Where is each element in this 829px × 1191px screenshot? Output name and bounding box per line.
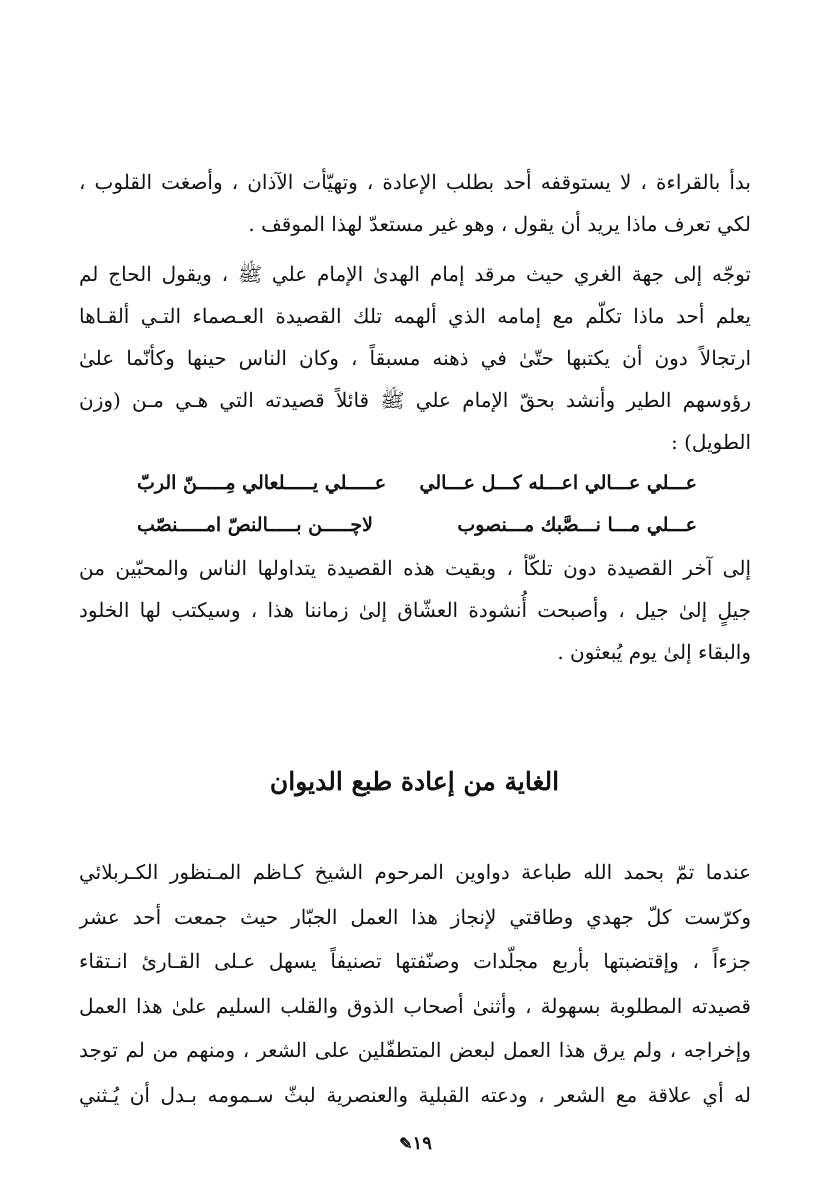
text-line: وإخراجه ، ولم يرق هذا العمل لبعض المتطفّلين على الشعر ، ومنهم من لم توجد [79,1038,751,1062]
page-number-value: ١٩ [412,1133,432,1154]
text-line: رؤوسهم الطير وأنشد بحقّ الإمام علي ﷺ قائلاً قصيدته التي هـي مـن (وزن [79,388,751,412]
paragraph-legacy [79,547,751,673]
pen-icon: ✎ [399,1134,413,1153]
text-line: له أي علاقة مع الشعر ، ودعته القبلية والعنصرية لبثّ سـمومه بـدل أن يُـثني [79,1082,751,1107]
poem-hemistich-first: عـــلي عـــالي اعـــله كـــل عـــالي [419,472,697,494]
poem-hemistich-first: عـــلي مـــا نـــصَّبك مـــنصوب [457,514,697,536]
text-line: الطويل) : [671,430,751,454]
poem-hemistich-second: لاچـــــن بـــــالنصّ امـــــنصّب [137,514,373,536]
text-line: والبقاء إلىٰ يوم يُبعثون . [557,640,751,664]
poem-hemistich-second: عـــــلي يـــــلعالي مِـــــنّ الربّ [137,472,387,494]
poem-verse [137,504,697,546]
text-line: وكرّست كلّ جهدي وطاقتي لإنجاز هذا العمل الجبّار حيث جمعت أحد عشر [79,904,751,929]
section-heading: الغاية من إعادة طبع الديوان [269,767,560,796]
text-line: جزءاً ، وإقتضبتها بأربع مجلّدات وصنّفتها تصنيفاً يسهل عـلى القـارئ انـتقاء [79,949,751,973]
text-line: لكي تعرف ماذا يريد أن يقول ، وهو غير مستعدّ لهذا الموقف . [248,212,751,236]
paragraph-intro [79,161,751,245]
text-line: ارتجالاً دون أن يكتبها حتّىٰ في ذهنه مسبقاً ، وكان الناس حينها وكأنّما علىٰ [79,346,751,370]
poem-verses [137,462,697,546]
page-number [0,1133,829,1154]
text-line: جيلٍ إلىٰ جيل ، وأصبحت أُنشودة العشّاق إلىٰ زماننا هذا ، وسيكتب لها الخلود [79,598,751,622]
text-line: عندما تمّ بحمد الله طباعة دواوين المرحوم الشيخ كـاظم المـنظور الكـربلائي [79,860,751,884]
text-line: قصيدته المطلوبة بسهولة ، وأثنىٰ أصحاب الذوق والقلب السليم علىٰ هذا العمل [79,993,751,1018]
text-line: يعلم أحد ماذا تكلّم مع إمامه الذي ألهمه تلك القصيدة العـصماء التـي ألقـاها [79,304,751,328]
text-line: بدأ بالقراءة ، لا يستوقفه أحد بطلب الإعادة ، وتهيّأت الآذان ، وأصغت القلوب ، [79,170,751,194]
text-line: إلى آخر القصيدة دون تلكّأ ، وبقيت هذه القصيدة يتداولها الناس والمحبّين من [79,556,751,580]
paragraph-shrine [79,253,751,463]
paragraph-reprint-purpose [79,850,751,1117]
poem-verse [137,462,697,504]
text-line: توجّه إلى جهة الغري حيث مرقد إمام الهدىٰ الإمام علي ﷺ ، ويقول الحاج لم [79,262,751,286]
